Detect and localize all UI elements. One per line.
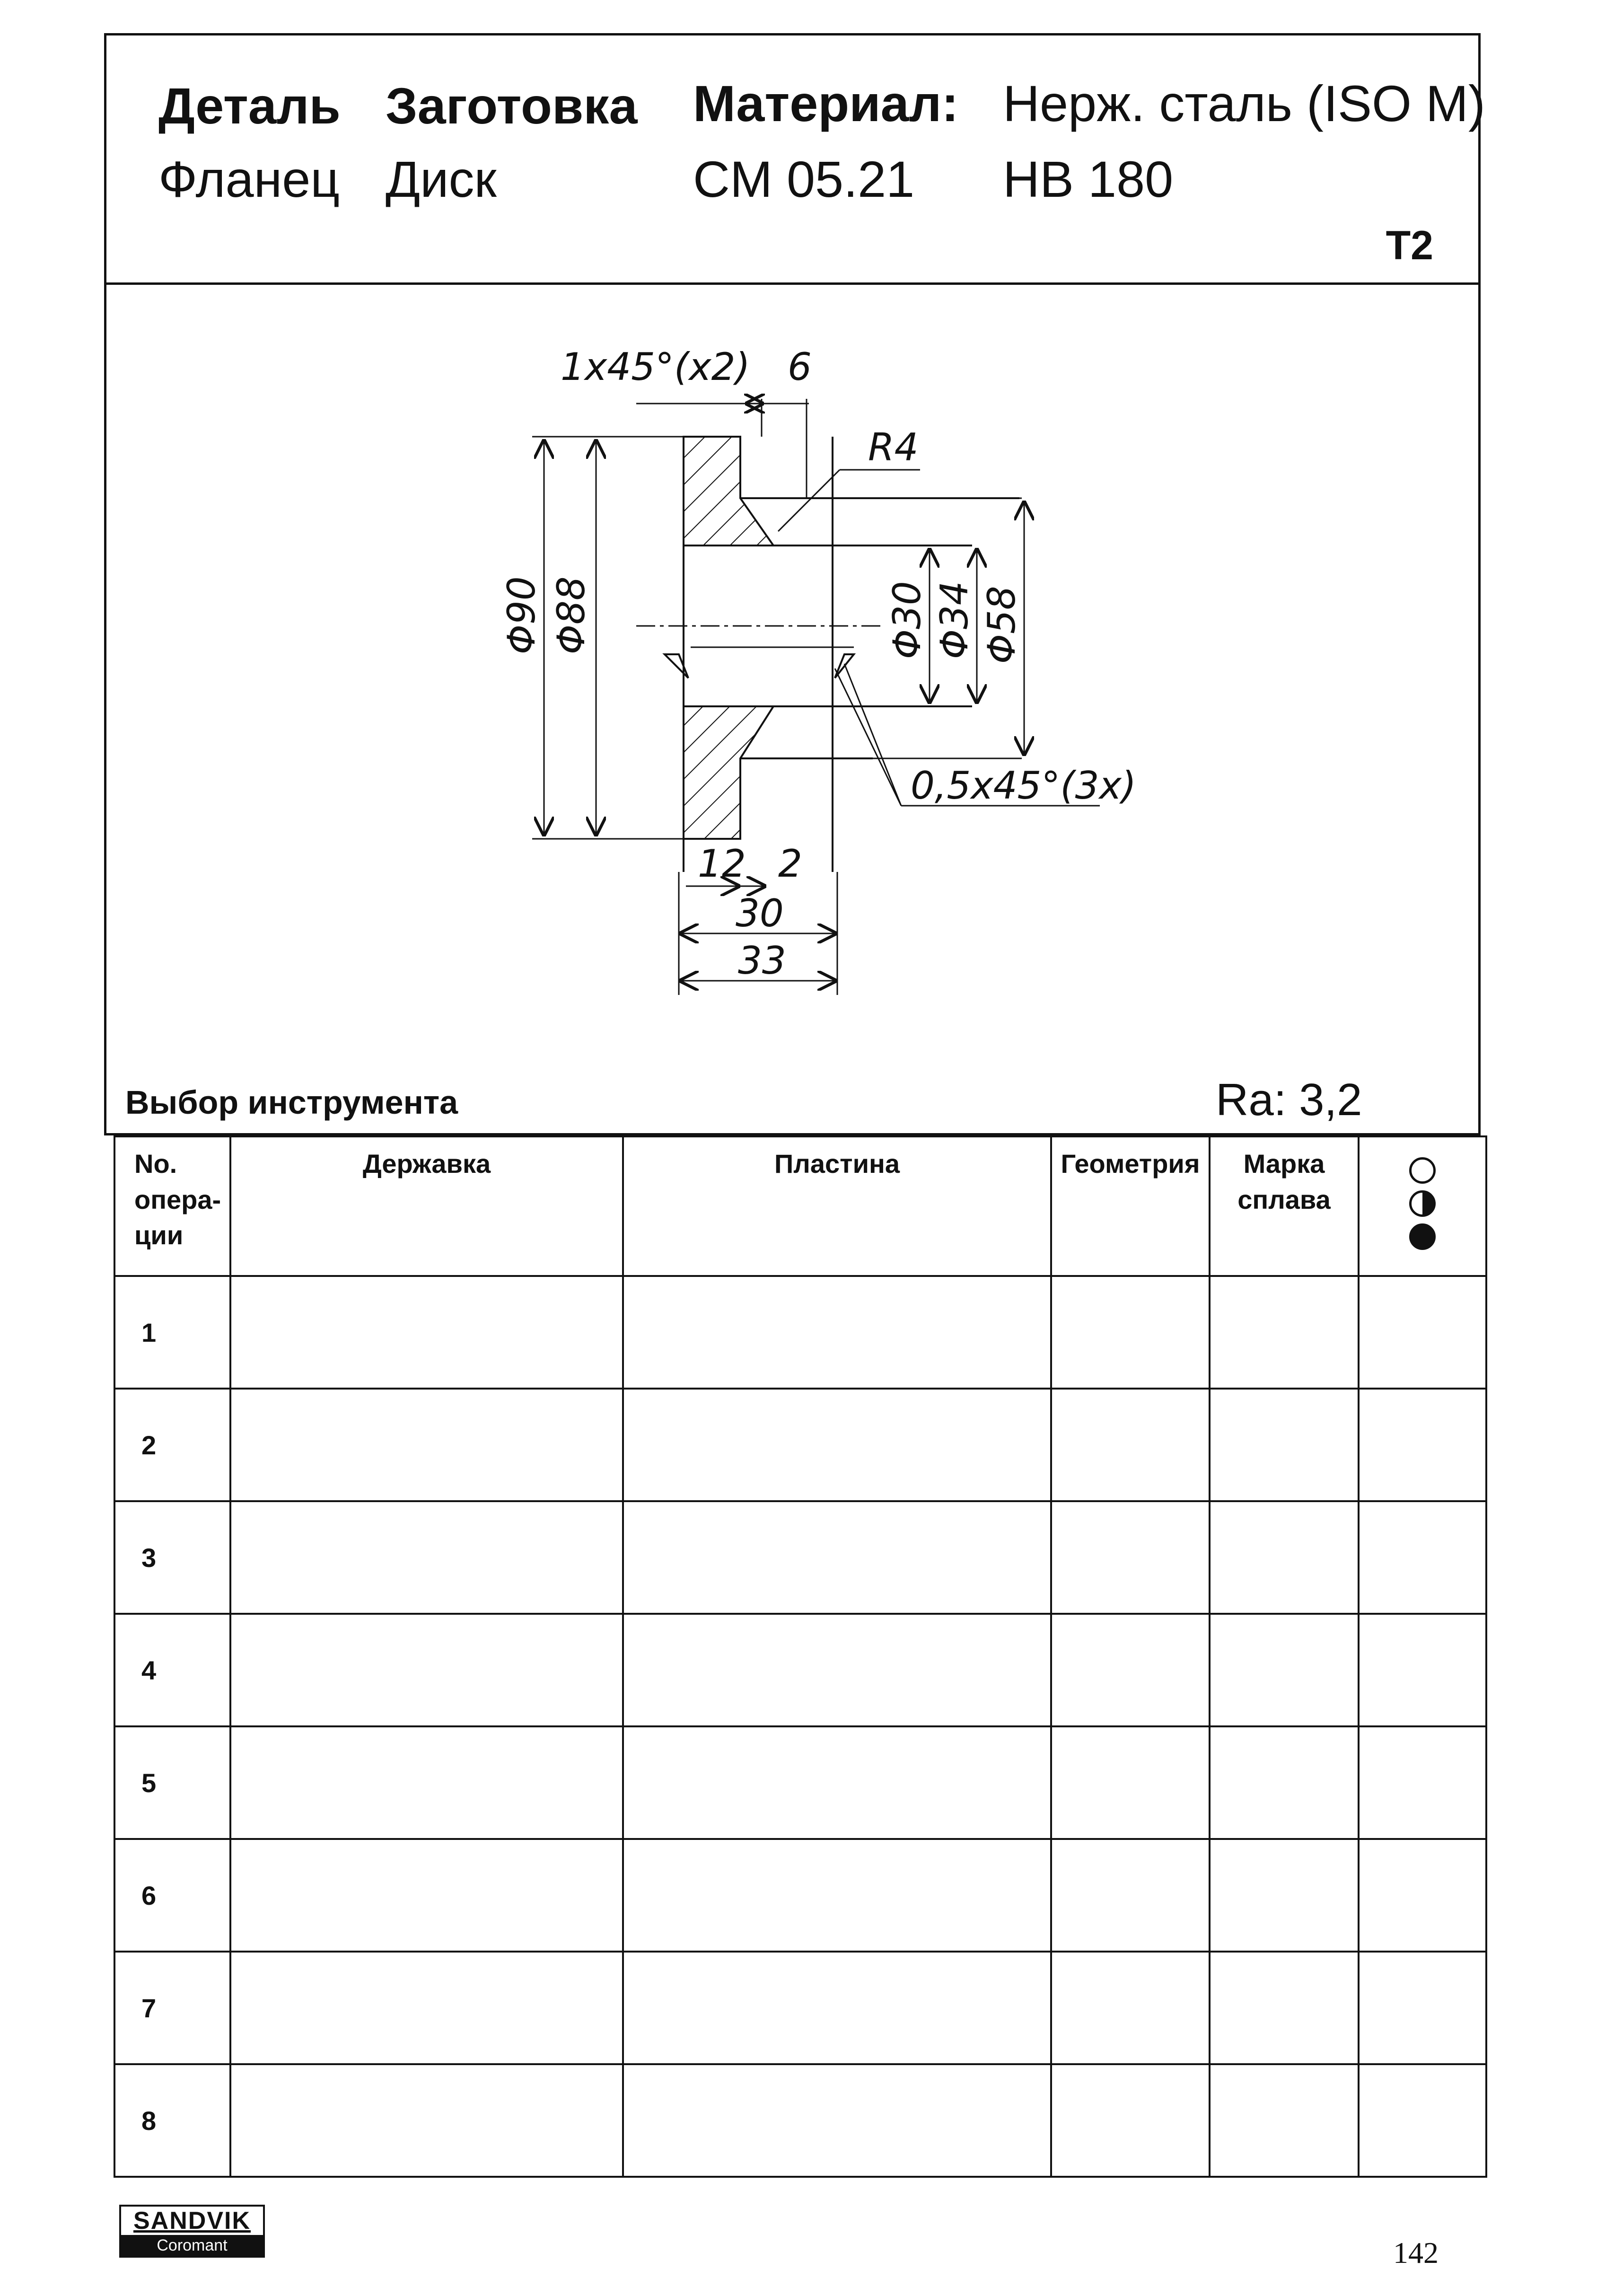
- blank-value: Диск: [386, 150, 497, 208]
- table-row: [114, 1614, 1486, 1726]
- op-number: 1: [114, 1276, 230, 1389]
- detail-label: Деталь: [158, 77, 341, 134]
- holder-cell[interactable]: [230, 1839, 623, 1952]
- holder-cell[interactable]: [230, 1726, 623, 1839]
- geometry-cell[interactable]: [1051, 1614, 1210, 1726]
- header-frame: [104, 33, 1485, 1135]
- logo-top-text: SANDVIK: [133, 2207, 251, 2234]
- material-label: Материал:: [693, 75, 959, 132]
- holder-cell[interactable]: [230, 1952, 623, 2064]
- roughness-value: : 3,2: [1273, 1074, 1362, 1125]
- insert-cell[interactable]: [623, 1276, 1051, 1389]
- grade-cell[interactable]: [1210, 2064, 1359, 2177]
- dim-chamfer-3x: 0,5x45°(3x): [911, 764, 1137, 808]
- table-row: [114, 1726, 1486, 1839]
- table-header-row: [114, 1136, 1486, 1276]
- holder-cell[interactable]: [230, 1276, 623, 1389]
- material-code: CM 05.21: [693, 150, 915, 208]
- table-row: [114, 2064, 1486, 2177]
- grade-cell[interactable]: [1210, 1726, 1359, 1839]
- table-row: [114, 1839, 1486, 1952]
- grade-cell[interactable]: [1210, 1389, 1359, 1501]
- holder-cell[interactable]: [230, 1501, 623, 1614]
- mark-cell[interactable]: [1359, 1726, 1486, 1839]
- header-condition-marks: [1359, 1136, 1486, 1276]
- logo-bottom-text: Coromant: [121, 2235, 263, 2256]
- op-number: 4: [114, 1614, 230, 1726]
- table-row: [114, 1389, 1486, 1501]
- op-number: 6: [114, 1839, 230, 1952]
- page-number: 142: [1393, 2236, 1439, 2270]
- geometry-cell[interactable]: [1051, 1952, 1210, 2064]
- dim-w33: 33: [738, 939, 786, 983]
- dim-d58: Φ58: [980, 586, 1024, 664]
- average-condition-icon: [1409, 1190, 1436, 1217]
- op-number: 5: [114, 1726, 230, 1839]
- insert-cell[interactable]: [623, 1389, 1051, 1501]
- table-row: [114, 1952, 1486, 2064]
- dim-width-6: 6: [788, 345, 812, 389]
- header-grade: Марка сплава: [1210, 1136, 1359, 1276]
- task-code: T2: [1386, 223, 1433, 268]
- insert-cell[interactable]: [623, 2064, 1051, 2177]
- holder-cell[interactable]: [230, 2064, 623, 2177]
- geometry-cell[interactable]: [1051, 1276, 1210, 1389]
- dim-w12: 12: [698, 842, 746, 886]
- blank-label: Заготовка: [386, 77, 638, 134]
- mark-cell[interactable]: [1359, 1839, 1486, 1952]
- dim-radius: R4: [868, 425, 919, 469]
- geometry-cell[interactable]: [1051, 1389, 1210, 1501]
- table-row: [114, 1501, 1486, 1614]
- detail-value: Фланец: [158, 150, 340, 208]
- insert-cell[interactable]: [623, 1952, 1051, 2064]
- grade-cell[interactable]: [1210, 1501, 1359, 1614]
- grade-cell[interactable]: [1210, 1614, 1359, 1726]
- mark-cell[interactable]: [1359, 1501, 1486, 1614]
- mark-cell[interactable]: [1359, 1614, 1486, 1726]
- op-number: 8: [114, 2064, 230, 2177]
- difficult-condition-icon: [1409, 1223, 1436, 1250]
- holder-cell[interactable]: [230, 1389, 623, 1501]
- section-upper: [684, 437, 773, 545]
- op-number: 2: [114, 1389, 230, 1501]
- dim-d30: Φ30: [885, 581, 929, 659]
- insert-cell[interactable]: [623, 1614, 1051, 1726]
- dim-chamfer-top: 1x45°(x2): [561, 345, 750, 389]
- grade-cell[interactable]: [1210, 1276, 1359, 1389]
- header-geometry: Геометрия: [1051, 1136, 1210, 1276]
- hardness: HB 180: [1003, 150, 1174, 208]
- tool-selection-title: Выбор инструмента: [125, 1084, 458, 1121]
- op-number: 7: [114, 1952, 230, 2064]
- header-insert: Пластина: [623, 1136, 1051, 1276]
- mark-cell[interactable]: [1359, 2064, 1486, 2177]
- header-separator: [106, 282, 1478, 285]
- mark-cell[interactable]: [1359, 1276, 1486, 1389]
- roughness-label: Ra: [1216, 1074, 1274, 1125]
- geometry-cell[interactable]: [1051, 1501, 1210, 1614]
- mark-cell[interactable]: [1359, 1389, 1486, 1501]
- dim-d90: Φ90: [500, 576, 544, 654]
- grade-cell[interactable]: [1210, 1839, 1359, 1952]
- mark-cell[interactable]: [1359, 1952, 1486, 2064]
- holder-cell[interactable]: [230, 1614, 623, 1726]
- dim-w30: 30: [736, 891, 784, 935]
- operations-table: [114, 1135, 1487, 2178]
- insert-cell[interactable]: [623, 1501, 1051, 1614]
- insert-cell[interactable]: [623, 1839, 1051, 1952]
- material-name: Нерж. сталь (ISO M): [1003, 75, 1485, 132]
- insert-cell[interactable]: [623, 1726, 1051, 1839]
- table-row: [114, 1276, 1486, 1389]
- geometry-cell[interactable]: [1051, 1839, 1210, 1952]
- dim-d88: Φ88: [549, 576, 593, 654]
- good-condition-icon: [1409, 1157, 1436, 1184]
- geometry-cell[interactable]: [1051, 2064, 1210, 2177]
- sandvik-coromant-logo: [119, 2205, 265, 2258]
- header-op-no: No. опера- ции: [114, 1136, 230, 1276]
- dim-d34: Φ34: [932, 581, 976, 659]
- grade-cell[interactable]: [1210, 1952, 1359, 2064]
- op-number: 3: [114, 1501, 230, 1614]
- dim-w2: 2: [778, 842, 802, 886]
- header-holder: Державка: [230, 1136, 623, 1276]
- roughness-spec: [1216, 1074, 1362, 1126]
- section-lower: [684, 706, 773, 839]
- geometry-cell[interactable]: [1051, 1726, 1210, 1839]
- flange-technical-drawing: [106, 285, 1478, 1042]
